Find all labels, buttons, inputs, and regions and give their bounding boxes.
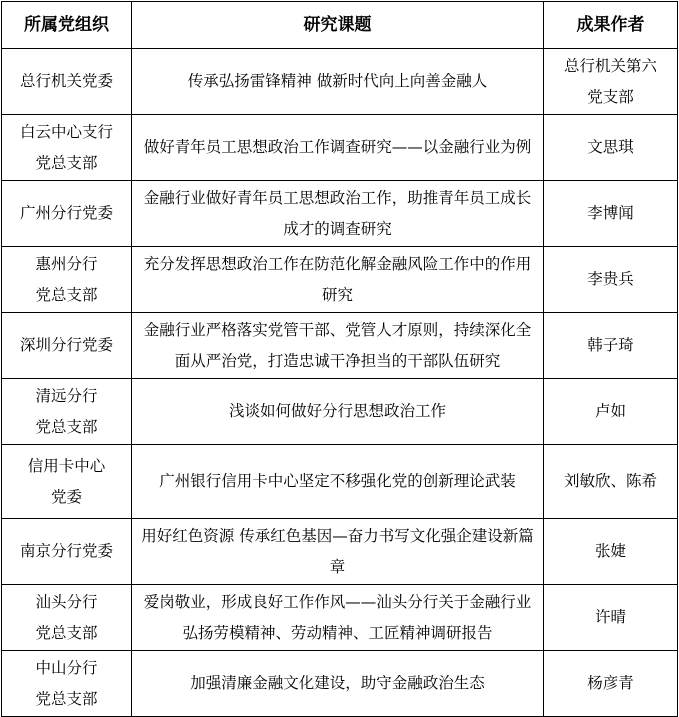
author-cell <box>544 247 678 313</box>
author-cell <box>544 379 678 445</box>
author-text: 许晴 <box>594 608 626 626</box>
header-org: 所属党组织 <box>2 2 132 49</box>
org-text: 广州分行党委 <box>19 204 113 222</box>
org-text: 深圳分行党委 <box>19 336 113 354</box>
author-cell <box>544 445 678 519</box>
header-row <box>2 2 678 49</box>
table-row <box>2 115 678 181</box>
org-text: 清远分行党总支部 <box>35 386 98 436</box>
author-text: 卢如 <box>594 402 626 420</box>
table-row <box>2 519 678 585</box>
org-cell <box>2 445 132 519</box>
table-row <box>2 651 678 717</box>
topic-cell <box>132 445 544 519</box>
research-results-table <box>1 1 678 717</box>
topic-cell <box>132 585 544 651</box>
org-cell <box>2 379 132 445</box>
table-row <box>2 313 678 379</box>
topic-text: 传承弘扬雷锋精神 做新时代向上向善金融人 <box>187 72 488 90</box>
org-text: 信用卡中心党委 <box>27 456 106 506</box>
topic-text: 爱岗敬业，形成良好工作作风——汕头分行关于金融行业弘扬劳模精神、劳动精神、工匠精神调研报告 <box>143 592 532 642</box>
org-cell <box>2 313 132 379</box>
author-text: 张婕 <box>594 542 626 560</box>
header-author: 成果作者 <box>544 2 678 49</box>
author-text: 刘敏欣、陈希 <box>563 472 657 490</box>
org-text: 汕头分行党总支部 <box>35 592 98 642</box>
author-text: 文思琪 <box>587 138 634 156</box>
topic-cell <box>132 115 544 181</box>
org-cell <box>2 247 132 313</box>
topic-text: 充分发挥思想政治工作在防范化解金融风险工作中的作用研究 <box>143 254 532 304</box>
topic-cell <box>132 379 544 445</box>
org-cell <box>2 585 132 651</box>
table-row <box>2 585 678 651</box>
topic-text: 浅谈如何做好分行思想政治工作 <box>228 402 446 420</box>
topic-cell <box>132 247 544 313</box>
topic-cell <box>132 49 544 115</box>
table-row <box>2 445 678 519</box>
table-row <box>2 49 678 115</box>
topic-text: 金融行业做好青年员工思想政治工作，助推青年员工成长成才的调查研究 <box>143 188 532 238</box>
table-row <box>2 247 678 313</box>
topic-text: 广州银行信用卡中心坚定不移强化党的创新理论武装 <box>159 472 516 490</box>
org-cell <box>2 651 132 717</box>
author-cell <box>544 181 678 247</box>
topic-cell <box>132 519 544 585</box>
org-text: 惠州分行党总支部 <box>35 254 98 304</box>
author-cell <box>544 313 678 379</box>
topic-cell <box>132 313 544 379</box>
header-topic: 研究课题 <box>132 2 544 49</box>
author-cell <box>544 651 678 717</box>
author-text: 韩子琦 <box>587 336 634 354</box>
org-cell <box>2 519 132 585</box>
org-cell <box>2 49 132 115</box>
author-text: 总行机关第六党支部 <box>563 56 657 106</box>
author-text: 杨彦青 <box>587 674 634 692</box>
org-text: 总行机关党委 <box>19 72 113 90</box>
topic-text: 金融行业严格落实党管干部、党管人才原则，持续深化全面从严治党，打造忠诚干净担当的干部队伍研究 <box>143 320 532 370</box>
author-text: 李博闻 <box>587 204 634 222</box>
org-text: 南京分行党委 <box>19 542 113 560</box>
author-cell <box>544 115 678 181</box>
author-cell <box>544 585 678 651</box>
org-cell <box>2 115 132 181</box>
org-text: 白云中心支行党总支部 <box>19 122 113 172</box>
table-row <box>2 181 678 247</box>
author-cell <box>544 519 678 585</box>
topic-cell <box>132 181 544 247</box>
topic-text: 加强清廉金融文化建设，助守金融政治生态 <box>190 674 485 692</box>
author-text: 李贵兵 <box>587 270 634 288</box>
org-text: 中山分行党总支部 <box>35 658 98 708</box>
topic-text: 用好红色资源 传承红色基因—奋力书写文化强企建设新篇章 <box>141 526 534 576</box>
topic-text: 做好青年员工思想政治工作调查研究——以金融行业为例 <box>143 138 532 156</box>
topic-cell <box>132 651 544 717</box>
author-cell <box>544 49 678 115</box>
org-cell <box>2 181 132 247</box>
table-row <box>2 379 678 445</box>
